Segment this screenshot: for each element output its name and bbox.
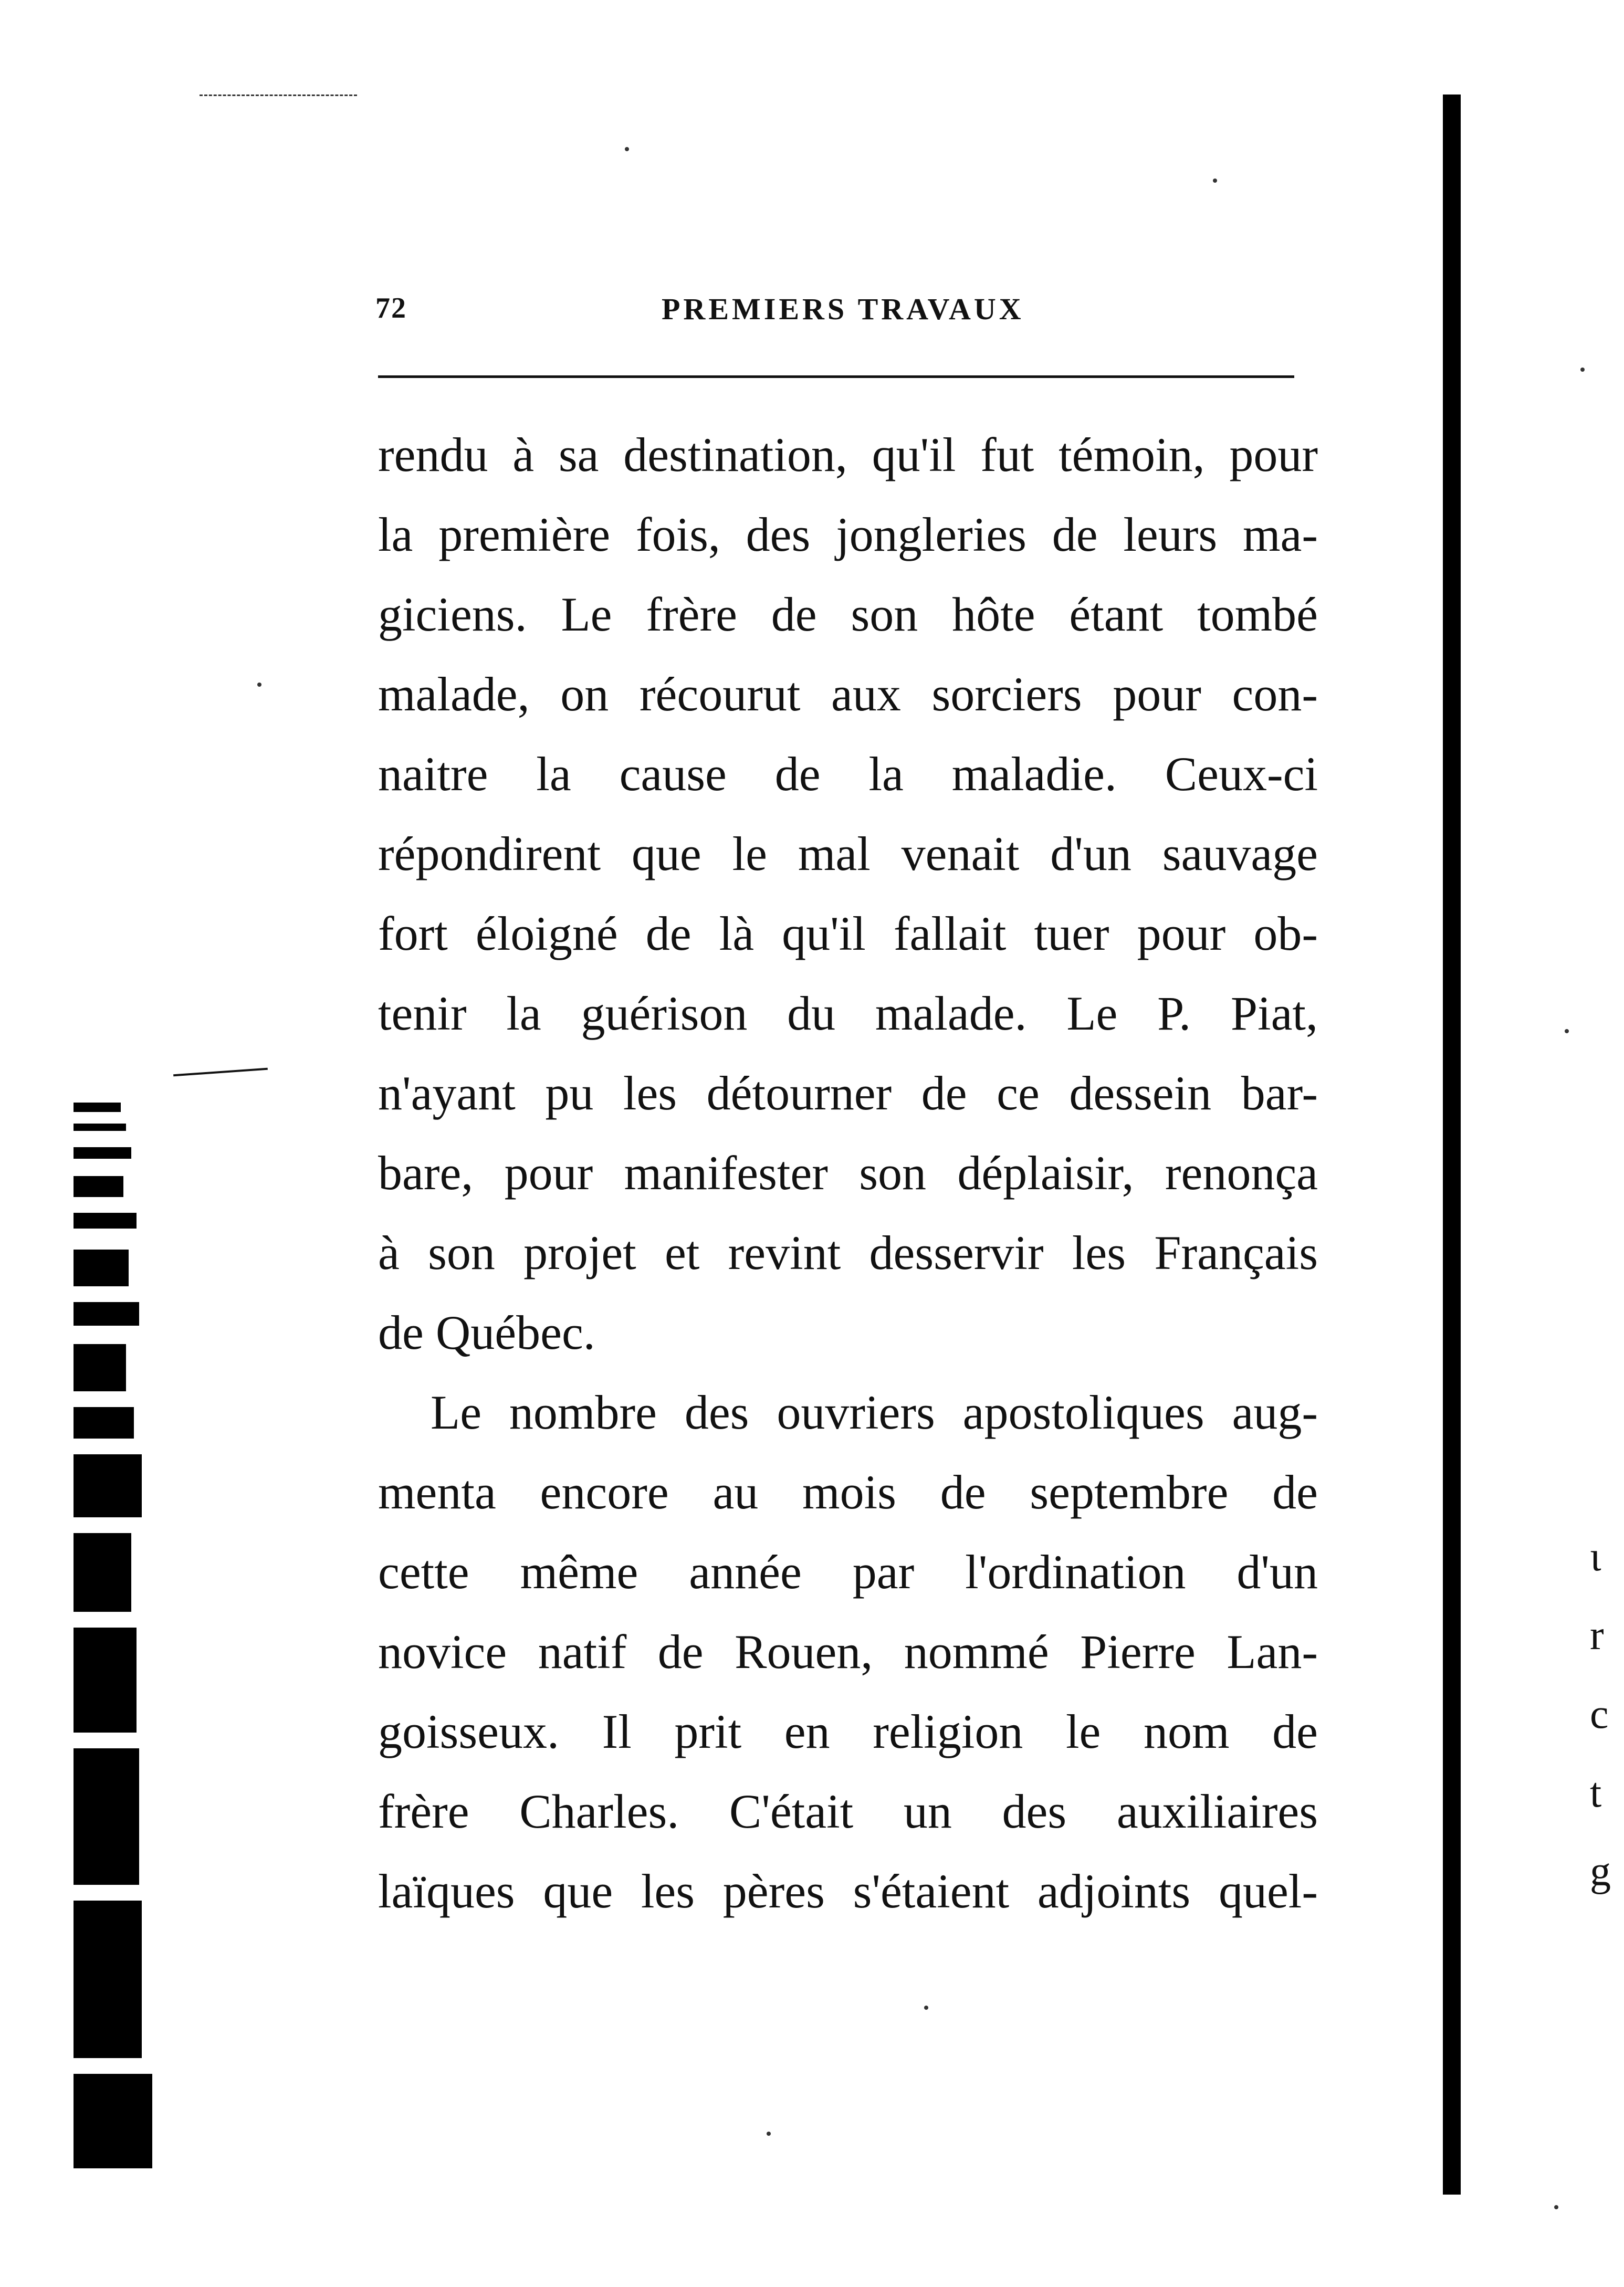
text-line: bare, pour manifester son déplaisir, renonça [378, 1146, 1318, 1200]
margin-letter: t [1590, 1770, 1602, 1816]
text-line: cette même année par l'ordination d'un [378, 1545, 1318, 1599]
text-line: novice natif de Rouen, nommé Pierre Lan- [378, 1625, 1318, 1678]
scan-speck [1580, 368, 1585, 372]
margin-letter: ι [1590, 1534, 1601, 1580]
text-line: répondirent que le mal venait d'un sauvage [378, 827, 1318, 880]
text-line: fort éloigné de là qu'il fallait tuer pour ob- [378, 907, 1318, 960]
scan-artifact-dashes [200, 95, 357, 96]
margin-letter: c [1590, 1691, 1609, 1737]
text-line: giciens. Le frère de son hôte étant tombé [378, 588, 1318, 641]
header-rule [378, 375, 1294, 378]
text-line: de Québec. [378, 1306, 595, 1359]
scan-speck [1554, 2205, 1558, 2209]
text-line: naitre la cause de la maladie. Ceux-ci [378, 747, 1318, 801]
text-line: tenir la guérison du malade. Le P. Piat, [378, 987, 1318, 1040]
text-line: n'ayant pu les détourner de ce dessein bar- [378, 1066, 1318, 1120]
margin-letter: r [1590, 1612, 1604, 1659]
text-line: malade, on récourut aux sorciers pour con- [378, 667, 1318, 721]
body-text [378, 415, 1318, 1931]
margin-letter: g [1590, 1849, 1611, 1895]
scan-artifact-line [173, 1068, 268, 1077]
text-line: menta encore au mois de septembre de [378, 1465, 1318, 1519]
scan-speck [924, 2006, 928, 2010]
scan-speck [257, 683, 261, 687]
scan-edge-bar [1443, 95, 1461, 2195]
scan-speck [1565, 1029, 1569, 1033]
page-number: 72 [375, 292, 407, 324]
text-line: goisseux. Il prit en religion le nom de [378, 1705, 1318, 1758]
scan-speck [1213, 179, 1217, 183]
text-line: frère Charles. C'était un des auxiliaires [378, 1785, 1318, 1838]
text-line: la première fois, des jongleries de leurs ma- [378, 508, 1318, 561]
running-title: PREMIERS TRAVAUX [662, 292, 1024, 326]
text-line: rendu à sa destination, qu'il fut témoin, pour [378, 428, 1318, 481]
scan-speck [767, 2132, 771, 2136]
running-header [375, 291, 1297, 333]
text-line: laïques que les pères s'étaient adjoints quel- [378, 1864, 1318, 1918]
text-line: à son projet et revint desservir les Français [378, 1226, 1318, 1279]
scan-edge-strip [74, 1103, 163, 2168]
text-line: Le nombre des ouvriers apostoliques aug- [431, 1386, 1318, 1439]
scan-speck [625, 147, 629, 151]
